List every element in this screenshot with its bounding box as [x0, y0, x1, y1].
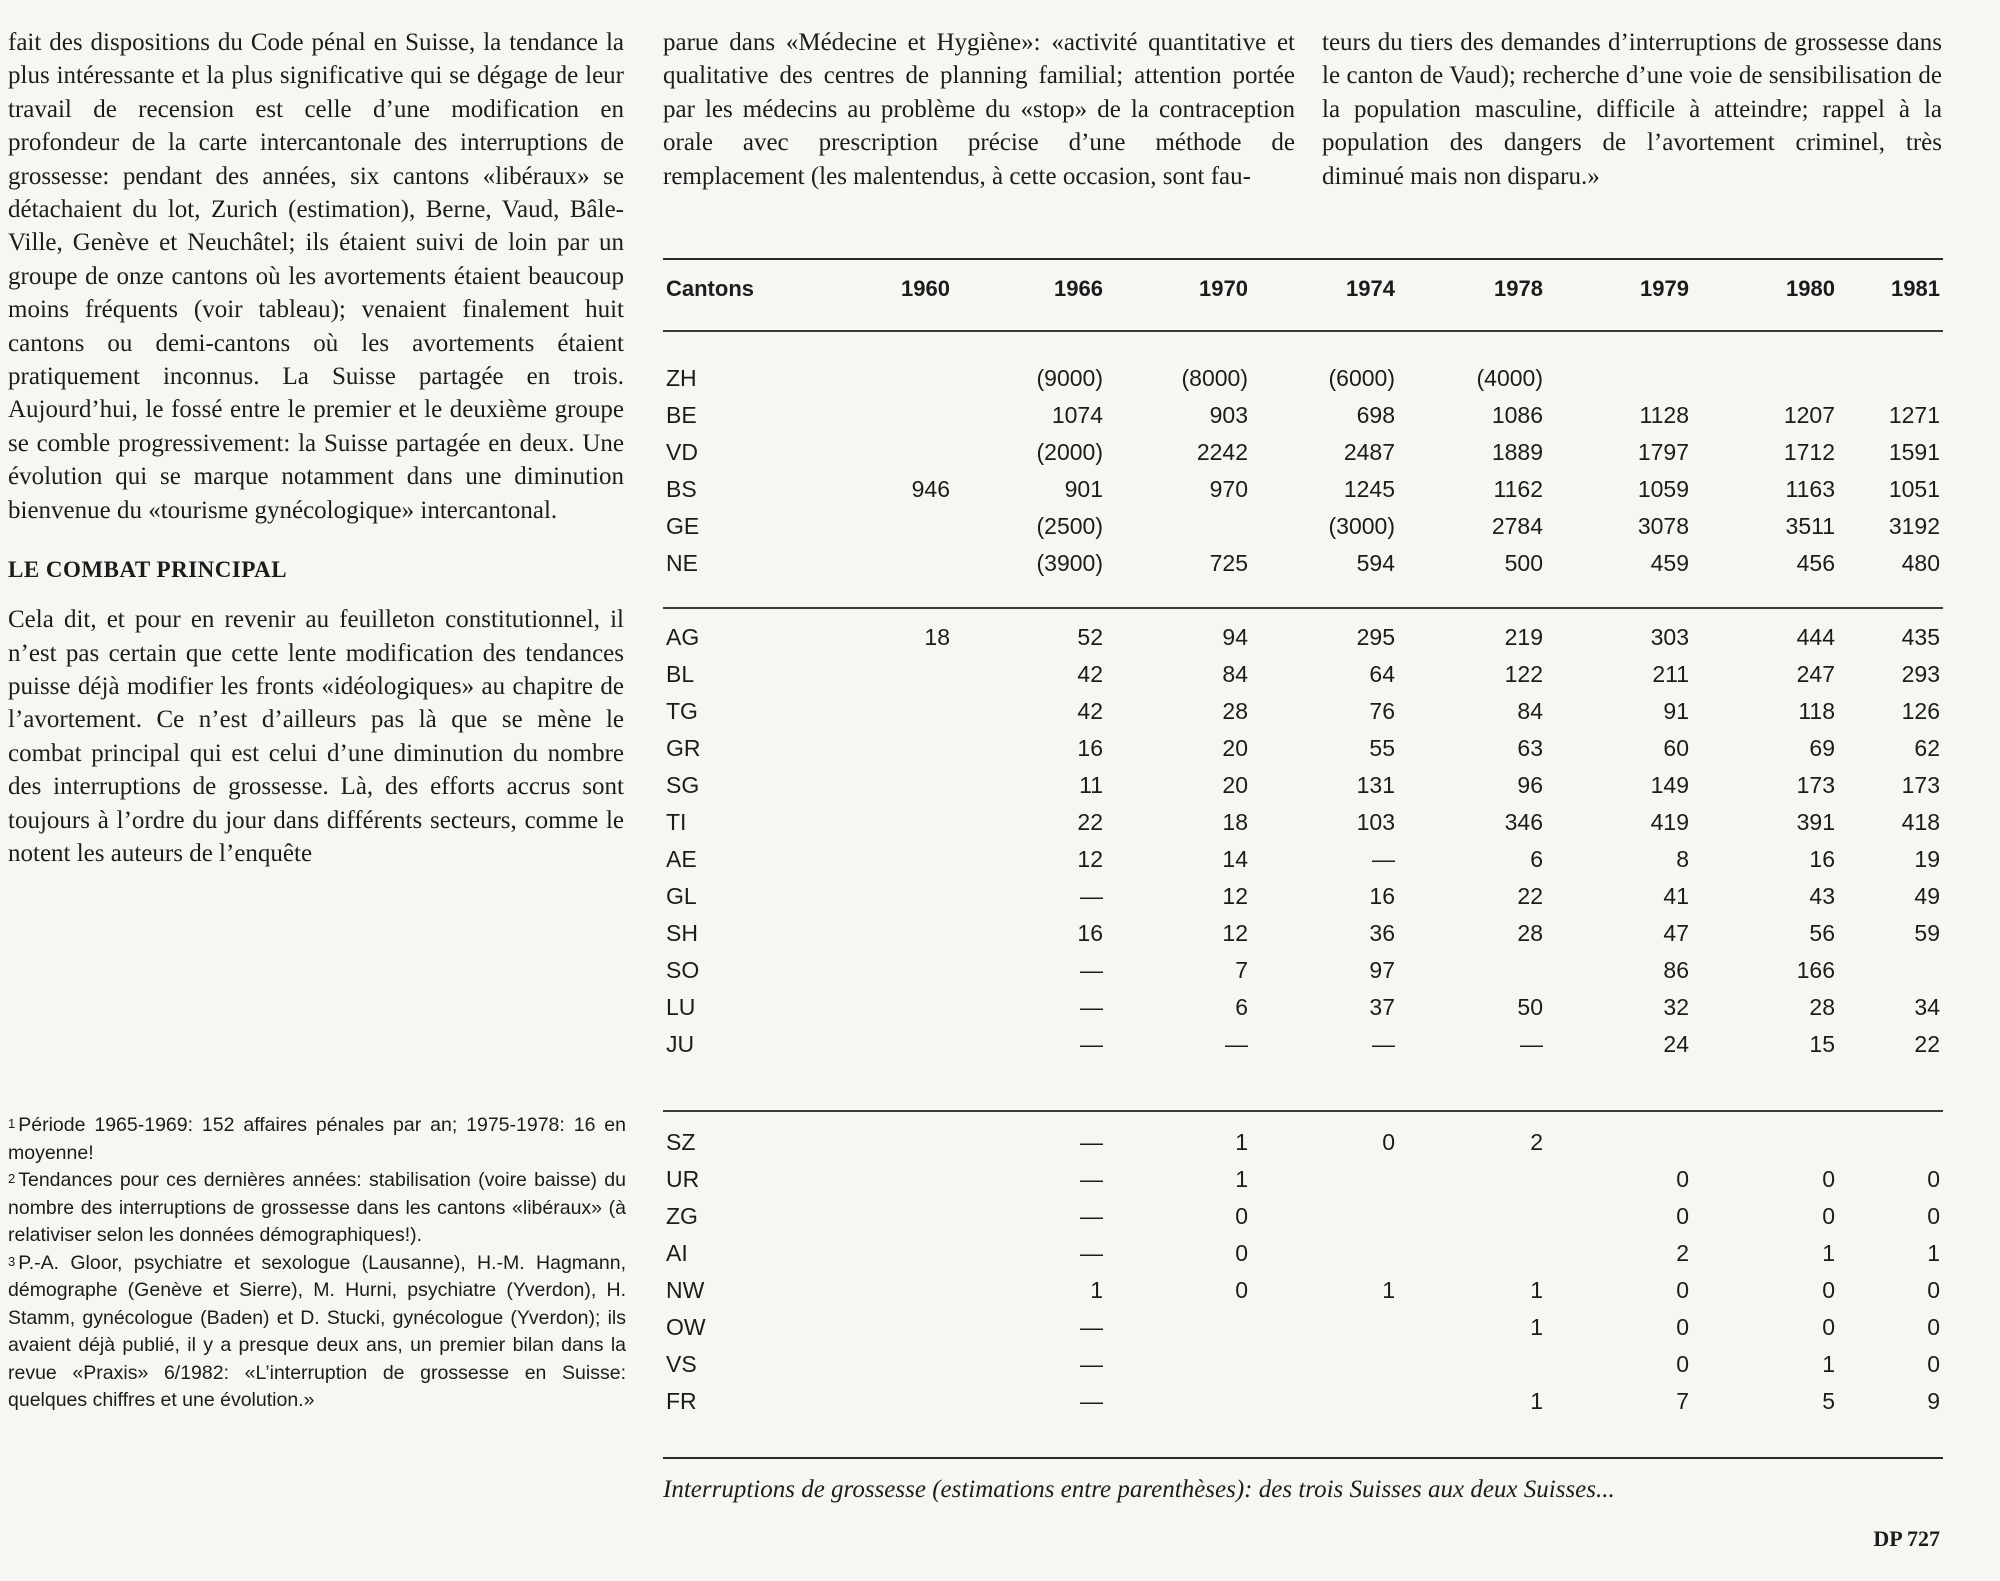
table-cell: 418 — [1901, 809, 1940, 835]
table-cell: 698 — [1356, 402, 1395, 428]
table-cell: 946 — [911, 476, 950, 502]
table-cell: 247 — [1796, 661, 1835, 687]
table-cell: 0 — [1676, 1277, 1689, 1303]
left-paragraph-1: fait des dispositions du Code pénal en Suisse, la tendance la plus intéressante et la plus significative qui se dégage de leur travail de recension est celle d’une modification en profondeur de la carte intercantonale des interruptions de grossesse: pendant des années, six cantons «libéraux» se détachaient du lot, Zurich (estimation), Berne, Vaud, Bâle-Ville, Genève et Neuchâtel; ils étaient suivi de loin par un groupe de onze cantons où les avortements étaient beaucoup moins fréquents (voir tableau); venaient finalement huit cantons ou demi-cantons où les avortements étaient pratiquement inconnus. La Suisse partagée en trois. Aujourd’hui, le fossé entre le premier et le deuxième groupe se comble progressivement: la Suisse partagée en deux. Une évolution qui se marque notamment dans une diminution bienvenue du «tourisme gynécologique» intercantonal. — [8, 29, 624, 524]
footnote-1 — [8, 1112, 626, 1167]
table-cell: 2784 — [1491, 513, 1543, 539]
section-heading: LE COMBAT PRINCIPAL — [8, 557, 288, 583]
table-cell: — — [1080, 994, 1103, 1020]
table-cell: 5 — [1822, 1388, 1835, 1414]
table-cell: 2487 — [1343, 439, 1395, 465]
table-cell: 18 — [1222, 809, 1248, 835]
table-cell: 42 — [1077, 698, 1103, 724]
canton-code: LU — [666, 994, 696, 1020]
canton-code: AI — [666, 1240, 688, 1266]
table-cell: 76 — [1369, 698, 1395, 724]
table-cell: 59 — [1914, 920, 1940, 946]
table-cell: 22 — [1517, 883, 1543, 909]
table-cell: 0 — [1927, 1166, 1940, 1192]
header-year-1970: 1970 — [1199, 276, 1248, 301]
table-cell: 91 — [1663, 698, 1689, 724]
table-cell: 500 — [1504, 550, 1543, 576]
canton-code: SG — [666, 772, 700, 798]
table-cell: 725 — [1209, 550, 1248, 576]
table-cell: 1059 — [1637, 476, 1689, 502]
table-cell: 22 — [1077, 809, 1103, 835]
table-cell: 1 — [1927, 1240, 1940, 1266]
right-column — [1322, 26, 1942, 193]
table-rule — [663, 1110, 1943, 1112]
table-cell: 14 — [1222, 846, 1248, 872]
table-cell: 131 — [1356, 772, 1395, 798]
table-cell: 12 — [1222, 883, 1248, 909]
table-cell: 22 — [1914, 1031, 1940, 1057]
table-cell: 346 — [1504, 809, 1543, 835]
table-cell: — — [1080, 1203, 1103, 1229]
canton-code: ZH — [666, 365, 697, 391]
table-cell: 1591 — [1888, 439, 1940, 465]
header-year-1979: 1979 — [1640, 276, 1689, 301]
table-cell: 2242 — [1196, 439, 1248, 465]
table-cell: 1163 — [1785, 476, 1835, 502]
table-cell: 9 — [1927, 1388, 1940, 1414]
table-cell: 28 — [1809, 994, 1835, 1020]
table-cell: 6 — [1235, 994, 1248, 1020]
table-cell: 8 — [1676, 846, 1689, 872]
canton-code: BL — [666, 661, 695, 687]
table-cell: 50 — [1517, 994, 1543, 1020]
table-cell: 293 — [1901, 661, 1940, 687]
table-cell: 391 — [1796, 809, 1835, 835]
footnote-mark: 3 — [8, 1253, 16, 1269]
table-cell: — — [1225, 1031, 1248, 1057]
canton-code: FR — [666, 1388, 697, 1414]
table-cell: 28 — [1517, 920, 1543, 946]
table-cell: (4000) — [1476, 365, 1543, 391]
header-year-1980: 1980 — [1786, 276, 1835, 301]
table-cell: 19 — [1914, 846, 1940, 872]
table-cell: — — [1520, 1031, 1543, 1057]
table-cell: 1889 — [1491, 439, 1543, 465]
table-cell: 903 — [1209, 402, 1248, 428]
table-cell: — — [1080, 1314, 1103, 1340]
footnote-3 — [8, 1250, 626, 1415]
table-cell: 52 — [1077, 624, 1103, 650]
table-cell: 1074 — [1051, 402, 1103, 428]
table-cell: 36 — [1369, 920, 1395, 946]
table-cell: 64 — [1369, 661, 1395, 687]
table-cell: 0 — [1676, 1203, 1689, 1229]
table-cell: 0 — [1235, 1240, 1248, 1266]
table-cell: 2 — [1530, 1129, 1543, 1155]
table-cell: (2500) — [1036, 513, 1103, 539]
table-cell: 456 — [1796, 550, 1835, 576]
footnote-text: P.-A. Gloor, psychiatre et sexologue (Lausanne), H.-M. Hagmann, démographe (Genève et Sierre), M. Hurni, psychiatre (Yverdon), H. Stamm, gynécologue (Baden) et D. Stucki, gynécologue (Yverdon); ils avaient déjà publié, il y a presque deux ans, un premier bilan dans la revue «Praxis» 6/1982: «L’interruption de grossesse en Suisse: quelques chiffres et une évolution.» — [8, 1251, 626, 1411]
canton-code: AG — [666, 624, 700, 650]
canton-code: TI — [666, 809, 687, 835]
canton-code: BS — [666, 476, 697, 502]
table-cell: 1 — [1530, 1314, 1543, 1340]
canton-code: GE — [666, 513, 700, 539]
table-cell: 1 — [1382, 1277, 1395, 1303]
table-cell: 49 — [1914, 883, 1940, 909]
middle-column — [663, 26, 1295, 193]
table-cell: 0 — [1822, 1166, 1835, 1192]
table-cell: 1 — [1822, 1240, 1835, 1266]
footnote-text: Période 1965-1969: 152 affaires pénales par an; 1975-1978: 16 en moyenne! — [8, 1114, 626, 1164]
table-cell: 0 — [1927, 1277, 1940, 1303]
table-rule — [663, 258, 1943, 260]
table-cell: — — [1080, 1240, 1103, 1266]
header-year-1960: 1960 — [901, 276, 950, 301]
table-cell: 970 — [1209, 476, 1248, 502]
table-cell: 3192 — [1888, 513, 1940, 539]
canton-code: AE — [666, 846, 697, 872]
canton-code: TG — [666, 698, 698, 724]
table-cell: 16 — [1369, 883, 1395, 909]
canton-code: ZG — [666, 1203, 698, 1229]
footnote-mark: 1 — [8, 1116, 16, 1131]
table-cell: 1 — [1530, 1277, 1543, 1303]
table-cell: (9000) — [1036, 365, 1103, 391]
footnote-mark: 2 — [8, 1171, 16, 1186]
header-year-1974: 1974 — [1346, 276, 1395, 301]
table-cell: 1 — [1235, 1129, 1248, 1155]
canton-code: UR — [666, 1166, 700, 1192]
table-cell: 24 — [1663, 1031, 1689, 1057]
table-cell: 1 — [1235, 1166, 1248, 1192]
table-cell: 16 — [1809, 846, 1835, 872]
table-cell: 1 — [1530, 1388, 1543, 1414]
footnote-2 — [8, 1167, 626, 1250]
header-year-1981: 1981 — [1891, 276, 1940, 301]
table-cell: 41 — [1663, 883, 1689, 909]
middle-paragraph: parue dans «Médecine et Hygiène»: «activité quantitative et qualitative des centres de planning familial; attention portée par les médecins au problème du «stop» de la contraception orale avec prescription précise d’une méthode de remplacement (les malentendus, à cette occasion, sont fau- — [663, 29, 1295, 190]
table-cell: 444 — [1796, 624, 1835, 650]
table-cell: 901 — [1064, 476, 1103, 502]
table-cell: 295 — [1356, 624, 1395, 650]
canton-code: SH — [666, 920, 698, 946]
table-cell: 84 — [1222, 661, 1248, 687]
table-cell: 62 — [1914, 735, 1940, 761]
table-cell: 34 — [1914, 994, 1940, 1020]
table-cell: 0 — [1822, 1314, 1835, 1340]
table-cell: 0 — [1927, 1351, 1940, 1377]
table-cell: 47 — [1663, 920, 1689, 946]
table-cell: 459 — [1650, 550, 1689, 576]
canton-code: GL — [666, 883, 697, 909]
table-cell: 435 — [1901, 624, 1940, 650]
table-cell: (8000) — [1181, 365, 1248, 391]
table-cell: 28 — [1222, 698, 1248, 724]
table-cell: 1245 — [1343, 476, 1395, 502]
table-cell: 0 — [1382, 1129, 1395, 1155]
table-cell: 1797 — [1637, 439, 1689, 465]
table-cell: 84 — [1517, 698, 1543, 724]
table-cell: 12 — [1222, 920, 1248, 946]
table-cell: 219 — [1504, 624, 1543, 650]
left-paragraph-2: Cela dit, et pour en revenir au feuilleton constitutionnel, il n’est pas certain que cette lente modification des tendances puisse déjà modifier les fronts «idéologiques» au chapitre de l’avortement. Ce n’est d’ailleurs pas là que se mène le combat principal qui est celui d’une diminution du nombre des interruptions de grossesse. Là, des efforts accrus sont toujours à l’ordre du jour dans différents secteurs, comme le notent les auteurs de l’enquête — [8, 606, 624, 867]
canton-code: NE — [666, 550, 698, 576]
table-cell: 86 — [1663, 957, 1689, 983]
table-cell: 1271 — [1888, 402, 1940, 428]
canton-code: JU — [666, 1031, 695, 1057]
table-cell: 118 — [1798, 698, 1835, 724]
header-cantons: Cantons — [666, 276, 754, 301]
table-cell: 32 — [1663, 994, 1689, 1020]
table-cell: 6 — [1530, 846, 1543, 872]
canton-code: SZ — [666, 1129, 696, 1155]
footnote-text: Tendances pour ces dernières années: stabilisation (voire baisse) du nombre des interruptions de grossesse dans les cantons «libéraux» (à relativiser selon les données démographiques!). — [8, 1169, 626, 1246]
canton-code: GR — [666, 735, 701, 761]
table-cell: 0 — [1676, 1351, 1689, 1377]
table-cell: 173 — [1796, 772, 1835, 798]
table-cell: 149 — [1650, 772, 1689, 798]
footnotes — [8, 1112, 626, 1415]
table-cell: 480 — [1901, 550, 1940, 576]
canton-code: VD — [666, 439, 698, 465]
table-rule — [663, 1457, 1943, 1459]
table-cell: 0 — [1235, 1203, 1248, 1229]
table-cell: 126 — [1901, 698, 1940, 724]
table-cell: 1207 — [1783, 402, 1835, 428]
table-cell: 2 — [1676, 1240, 1689, 1266]
table-rule — [663, 330, 1943, 332]
table-cell: 97 — [1369, 957, 1395, 983]
table-cell: 63 — [1517, 735, 1543, 761]
table-cell: (3000) — [1328, 513, 1395, 539]
table-cell: 1086 — [1491, 402, 1543, 428]
table-cell: 56 — [1809, 920, 1835, 946]
table-cell: (2000) — [1036, 439, 1103, 465]
table-cell: 3078 — [1637, 513, 1689, 539]
table-cell: — — [1372, 846, 1395, 872]
table-cell: 16 — [1077, 920, 1103, 946]
table-cell: 18 — [924, 624, 950, 650]
canton-code: OW — [666, 1314, 706, 1340]
table-cell: — — [1080, 957, 1103, 983]
right-paragraph: teurs du tiers des demandes d’interruptions de grossesse dans le canton de Vaud); recherche d’une voie de sensibilisation de la population masculine, difficile à atteindre; rappel à la population des dangers de l’avortement criminel, très diminué mais non disparu.» — [1322, 29, 1942, 190]
table-cell: 0 — [1676, 1314, 1689, 1340]
table-cell: — — [1080, 1031, 1103, 1057]
table-cell: (6000) — [1328, 365, 1395, 391]
table-cell: 20 — [1222, 735, 1248, 761]
table-cell: 1162 — [1493, 476, 1543, 502]
table-cell: 16 — [1077, 735, 1103, 761]
table-cell: — — [1080, 1166, 1103, 1192]
table-cell: 1 — [1090, 1277, 1103, 1303]
table-cell: 103 — [1356, 809, 1395, 835]
table-cell: — — [1080, 883, 1103, 909]
table-cell: — — [1372, 1031, 1395, 1057]
table-cell: 0 — [1927, 1203, 1940, 1229]
table-cell: 15 — [1809, 1031, 1835, 1057]
table-cell: 211 — [1652, 661, 1689, 687]
table-cell: — — [1080, 1129, 1103, 1155]
table-cell: 594 — [1356, 550, 1395, 576]
table-cell: 7 — [1676, 1388, 1689, 1414]
table-cell: 0 — [1822, 1203, 1835, 1229]
table-cell: 122 — [1504, 661, 1543, 687]
table-cell: 1712 — [1783, 439, 1835, 465]
table-cell: 60 — [1663, 735, 1689, 761]
table-cell: 419 — [1650, 809, 1689, 835]
table-cell: 94 — [1222, 624, 1248, 650]
table-cell: 1128 — [1639, 402, 1689, 428]
table-cell: 0 — [1927, 1314, 1940, 1340]
table-cell: 96 — [1517, 772, 1543, 798]
table-cell: 166 — [1796, 957, 1835, 983]
table-cell: 1051 — [1888, 476, 1940, 502]
table-caption: Interruptions de grossesse (estimations entre parenthèses): des trois Suisses aux deux Suisses... — [663, 1476, 1615, 1503]
table-cell: 0 — [1235, 1277, 1248, 1303]
table-cell: 3511 — [1785, 513, 1835, 539]
table-cell: 55 — [1369, 735, 1395, 761]
table-cell: 11 — [1079, 772, 1103, 798]
table-cell: — — [1080, 1388, 1103, 1414]
table-cell: 303 — [1650, 624, 1689, 650]
page-identifier: DP 727 — [1873, 1526, 1940, 1551]
table-cell: 0 — [1822, 1277, 1835, 1303]
header-year-1978: 1978 — [1494, 276, 1543, 301]
table-cell: 12 — [1077, 846, 1103, 872]
table-cell: 1 — [1822, 1351, 1835, 1377]
header-year-1966: 1966 — [1054, 276, 1103, 301]
table-cell: 37 — [1369, 994, 1395, 1020]
left-column — [8, 26, 624, 870]
table-cell: 0 — [1676, 1166, 1689, 1192]
canton-code: BE — [666, 402, 697, 428]
table-cell: (3900) — [1036, 550, 1103, 576]
table-cell: 7 — [1235, 957, 1248, 983]
canton-code: VS — [666, 1351, 697, 1377]
table-cell: 42 — [1077, 661, 1103, 687]
table-cell: 173 — [1901, 772, 1940, 798]
table-rule — [663, 607, 1943, 609]
canton-code: NW — [666, 1277, 705, 1303]
table-cell: — — [1080, 1351, 1103, 1377]
table-cell: 20 — [1222, 772, 1248, 798]
table-cell: 69 — [1809, 735, 1835, 761]
table-cell: 43 — [1809, 883, 1835, 909]
canton-code: SO — [666, 957, 700, 983]
